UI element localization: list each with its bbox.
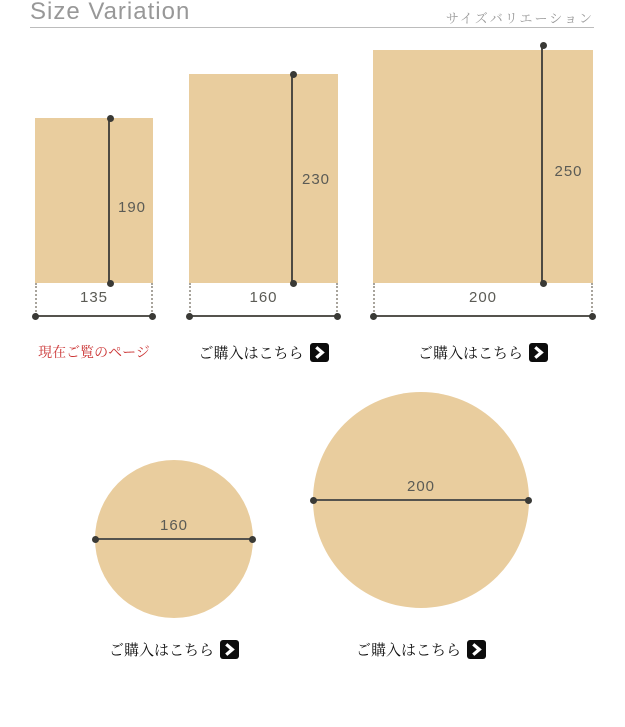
dimension-endpoint-dot [540, 280, 547, 287]
header-divider [30, 27, 594, 28]
size-figure-rect-200x250 [373, 50, 593, 330]
chevron-right-icon[interactable] [310, 343, 329, 362]
page-subtitle: サイズバリエーション [445, 11, 594, 26]
dimension-endpoint-dot [149, 313, 156, 320]
dimension-endpoint-dot [249, 536, 256, 543]
dimension-endpoint-dot [290, 71, 297, 78]
purchase-link-label: ご購入はこちら [417, 344, 523, 362]
purchase-link-circle-200[interactable] [313, 638, 529, 660]
width-dimension-line [35, 315, 153, 317]
dimension-endpoint-dot [540, 42, 547, 49]
height-dimension-line [108, 118, 110, 283]
height-dimension-line [291, 74, 293, 283]
purchase-link-circle-160[interactable] [95, 638, 253, 660]
chevron-right-icon[interactable] [529, 343, 548, 362]
purchase-link-label: ご購入はこちら [108, 641, 214, 659]
purchase-link-160x230[interactable] [189, 341, 338, 363]
dimension-endpoint-dot [525, 497, 532, 504]
chevron-right-icon[interactable] [220, 640, 239, 659]
width-dimension-line [189, 315, 338, 317]
dimension-endpoint-dot [589, 313, 596, 320]
dimension-endpoint-dot [290, 280, 297, 287]
purchase-link-label: ご購入はこちら [198, 344, 304, 362]
dimension-endpoint-dot [32, 313, 39, 320]
width-dimension-line [373, 315, 593, 317]
diameter-dimension-label: 200 [406, 478, 436, 495]
width-dimension-label: 200 [468, 289, 498, 306]
page-title: Size Variation [30, 0, 191, 25]
size-figure-rect-135x190 [35, 118, 153, 330]
dimension-endpoint-dot [186, 313, 193, 320]
purchase-link-200x250[interactable] [373, 341, 593, 363]
height-dimension-line [541, 45, 543, 283]
size-figure-circle-160 [95, 460, 253, 618]
dimension-endpoint-dot [107, 280, 114, 287]
size-figure-rect-160x230 [189, 74, 338, 330]
height-dimension-label: 190 [117, 199, 147, 216]
chevron-right-icon[interactable] [467, 640, 486, 659]
dimension-endpoint-dot [107, 115, 114, 122]
diameter-dimension-label: 160 [159, 517, 189, 534]
diameter-dimension-line [313, 499, 529, 501]
dimension-endpoint-dot [310, 497, 317, 504]
dimension-endpoint-dot [334, 313, 341, 320]
purchase-link-label: ご購入はこちら [355, 641, 461, 659]
width-dimension-label: 135 [79, 289, 109, 306]
current-page-label: 現在ご覧のページ [38, 344, 150, 360]
diameter-dimension-line [95, 538, 253, 540]
dimension-endpoint-dot [92, 536, 99, 543]
height-dimension-label: 250 [554, 163, 583, 180]
width-dimension-label: 160 [249, 289, 278, 306]
dimension-endpoint-dot [370, 313, 377, 320]
height-dimension-label: 230 [301, 171, 331, 188]
size-figure-circle-200 [313, 392, 529, 608]
